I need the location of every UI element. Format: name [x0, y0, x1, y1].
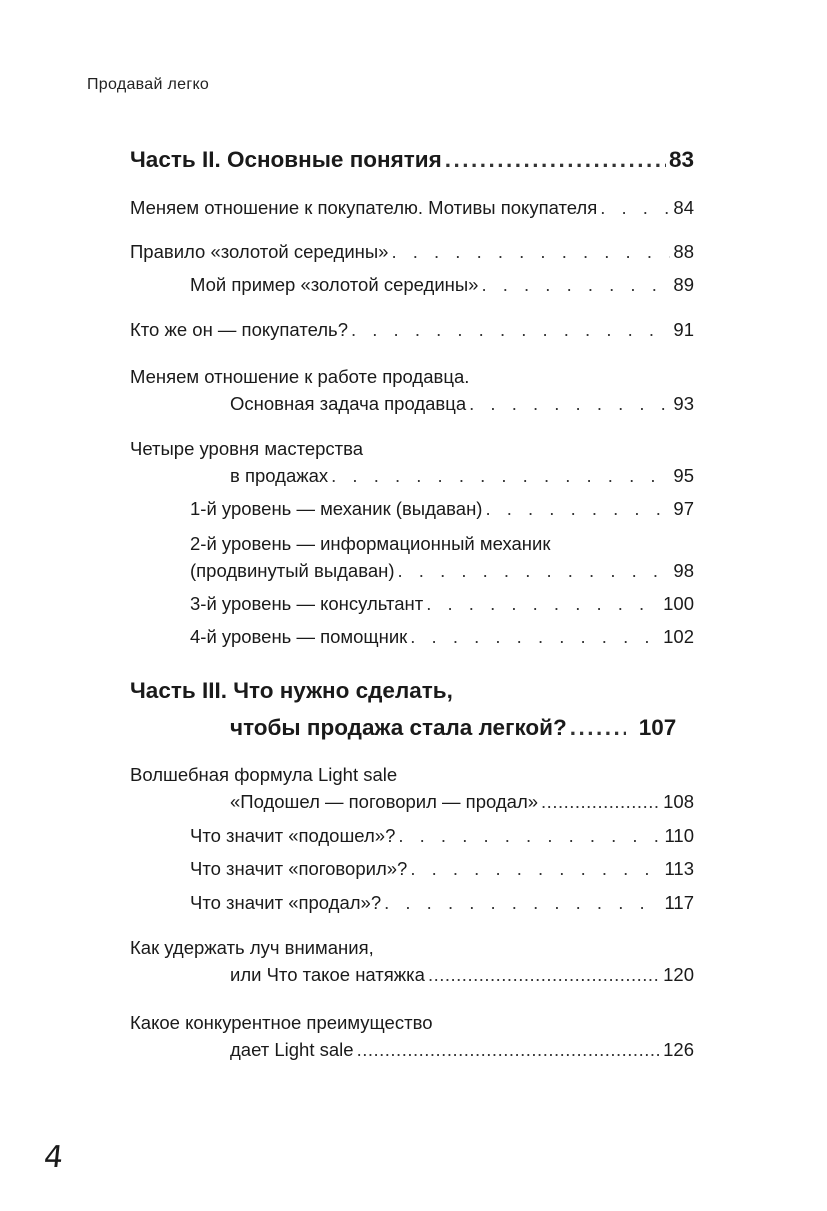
toc-entry-line1: Как удержать луч внимания, — [130, 937, 374, 958]
toc-entry-line1: Какое конкурентное преимущество — [130, 1012, 433, 1033]
toc-part-3-line1: Часть III. Что нужно сделать, — [130, 678, 453, 703]
toc-title: (продвинутый выдаван) — [190, 560, 395, 581]
toc-title: 3-й уровень — консультант — [190, 593, 424, 614]
toc-subentry[interactable] — [190, 821, 694, 851]
toc-page: 83 — [668, 147, 694, 172]
page-number: 4 — [42, 1140, 65, 1175]
toc-leader — [428, 960, 660, 990]
toc-subentry[interactable] — [190, 854, 694, 884]
toc-entry[interactable] — [130, 193, 694, 223]
toc-title: Меняем отношение к покупателю. Мотивы покупателя — [130, 197, 598, 218]
toc-leader — [384, 888, 661, 918]
toc-title: Часть II. Основные понятия — [130, 147, 442, 172]
toc-title: Что значит «подошел»? — [190, 825, 396, 846]
toc-page: 91 — [673, 319, 694, 340]
toc-title: Что значит «поговорил»? — [190, 858, 408, 879]
toc-page: 84 — [673, 197, 694, 218]
toc-leader — [600, 193, 670, 223]
toc-title: в продажах — [230, 465, 329, 486]
toc-leader — [485, 494, 670, 524]
toc-title: «Подошел — поговорил — продал» — [230, 791, 539, 812]
toc-title: Что значит «продал»? — [190, 892, 382, 913]
toc-leader — [570, 713, 626, 743]
toc-title: чтобы продажа стала легкой? — [230, 715, 567, 740]
toc-page: 93 — [673, 393, 694, 414]
toc-leader — [398, 556, 671, 586]
toc-entry[interactable] — [130, 315, 694, 345]
toc-leader — [445, 145, 666, 175]
toc-subentry[interactable] — [190, 270, 694, 300]
toc-page: 110 — [664, 825, 694, 846]
toc-leader — [469, 389, 670, 419]
toc-leader — [357, 1035, 661, 1065]
toc-leader — [331, 461, 670, 491]
toc-leader — [351, 315, 670, 345]
toc-entry[interactable] — [230, 461, 694, 491]
toc-entry-line1: Волшебная формула Light sale — [130, 764, 398, 785]
toc-leader — [391, 237, 670, 267]
toc-page: 102 — [663, 626, 694, 647]
toc-page: 100 — [663, 593, 694, 614]
toc-page: 117 — [664, 892, 694, 913]
toc-entry[interactable] — [230, 389, 694, 419]
toc-subentry[interactable] — [190, 556, 694, 586]
toc-page: 113 — [664, 858, 694, 879]
toc-subentry[interactable] — [190, 622, 694, 652]
toc-leader — [541, 787, 660, 817]
toc-title: дает Light sale — [230, 1039, 354, 1060]
toc-entry-line1: Четыре уровня мастерства — [130, 438, 364, 459]
toc-subentry-line1: 2-й уровень — информационный механик — [190, 533, 551, 554]
toc-title: 4-й уровень — помощник — [190, 626, 408, 647]
toc-leader — [410, 622, 660, 652]
toc-page: 89 — [673, 274, 694, 295]
toc-page: 97 — [673, 498, 694, 519]
toc-page: 95 — [673, 465, 694, 486]
toc-title: Кто же он — покупатель? — [130, 319, 348, 340]
toc-page: 108 — [663, 791, 694, 812]
toc-part-3[interactable] — [230, 713, 694, 743]
toc-entry[interactable] — [230, 787, 694, 817]
toc-subentry[interactable] — [190, 888, 694, 918]
toc-page: 120 — [663, 964, 694, 985]
toc-part-2[interactable] — [130, 145, 694, 175]
toc-title: Правило «золотой середины» — [130, 241, 389, 262]
toc-title: Мой пример «золотой середины» — [190, 274, 479, 295]
toc-entry-line1: Меняем отношение к работе продавца. — [130, 366, 470, 387]
toc-page: 107 — [638, 715, 677, 740]
toc-leader — [481, 270, 670, 300]
toc-page: 98 — [673, 560, 694, 581]
toc-subentry[interactable] — [190, 589, 694, 619]
toc-page: 126 — [663, 1039, 694, 1060]
toc-title: или Что такое натяжка — [230, 964, 425, 985]
toc-leader — [410, 854, 661, 884]
toc-leader — [398, 821, 661, 851]
toc-title: 1-й уровень — механик (выдаван) — [190, 498, 483, 519]
toc-entry[interactable] — [130, 237, 694, 267]
toc-page: 88 — [673, 241, 694, 262]
toc-entry[interactable] — [230, 1035, 694, 1065]
toc-subentry[interactable] — [190, 494, 694, 524]
toc-leader — [426, 589, 660, 619]
toc-entry[interactable] — [230, 960, 694, 990]
running-head: Продавай легко — [87, 76, 210, 93]
toc-title: Основная задача продавца — [230, 393, 467, 414]
